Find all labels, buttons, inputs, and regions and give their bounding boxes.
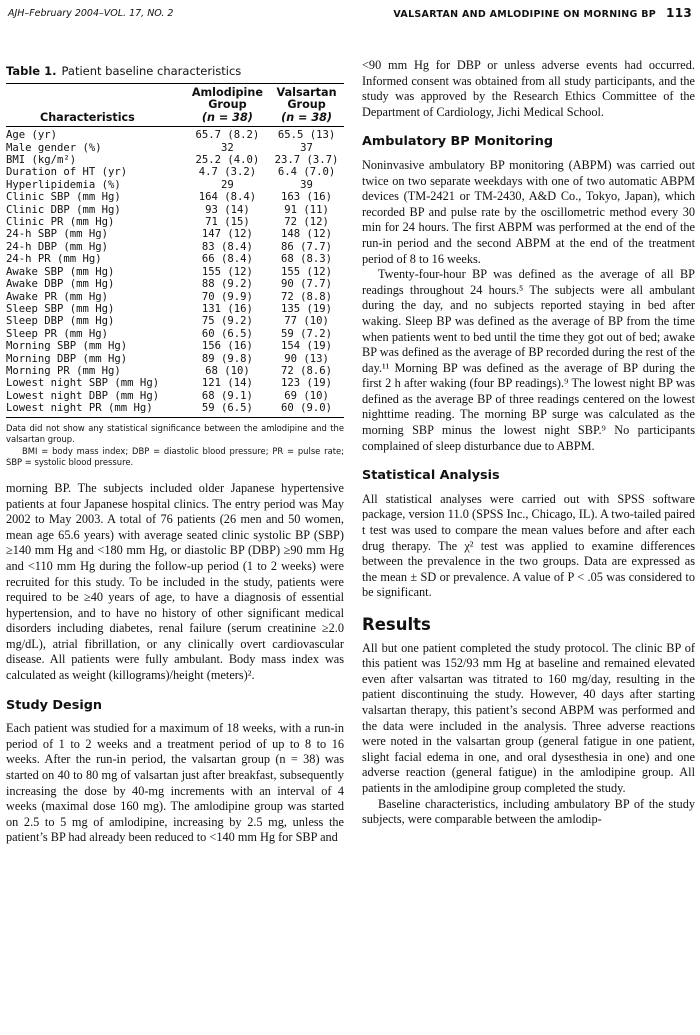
row-label: Lowest night SBP (mm Hg) [6, 377, 160, 390]
baseline-table [6, 84, 344, 418]
table-row [6, 353, 344, 365]
table-row [6, 315, 344, 327]
row-label: Clinic DBP (mm Hg) [6, 203, 121, 216]
running-header [8, 6, 692, 22]
valsartan-value: 154 (19) [281, 340, 333, 353]
valsartan-value: 91 (11) [284, 203, 329, 216]
table-row [6, 402, 344, 417]
table-row [6, 253, 344, 265]
amlodipine-value: 4.7 (3.2) [198, 166, 257, 179]
valsartan-value: 69 (10) [284, 389, 329, 402]
left-body-text [6, 481, 344, 846]
valsartan-value: 39 [300, 178, 313, 191]
left-paragraph-2: Each patient was studied for a maximum of 18 weeks, with a run-in period of 1 to 2 weeks and a treatment period of up to 8 to 16 weeks. After the run-in period, the valsartan group (n = 38) was started on 40 to 80 mg of valsartan just after breakfast, subsequently increasing the dose by 40-mg increments with an interval of 4 weeks (maximal dose 160 mg). The amlodipine group was started on 2.5 to 5 mg of amlodipine, increasing by 2.5 mg, unless the patient’s BP had already been reduced to <140 mm Hg for SBP and [6, 721, 344, 845]
amlodipine-value: 156 (16) [201, 340, 253, 353]
valsartan-value: 163 (16) [281, 191, 333, 204]
amlodipine-value: 65.7 (8.2) [195, 129, 260, 142]
valsartan-value: 148 (12) [281, 228, 333, 241]
row-label: Sleep PR (mm Hg) [6, 327, 109, 340]
header-valsartan [269, 84, 344, 127]
row-label: 24-h DBP (mm Hg) [6, 240, 109, 253]
right-column [362, 58, 695, 828]
amlodipine-value: 32 [221, 141, 234, 154]
table-header-row [6, 84, 344, 127]
row-label: Morning DBP (mm Hg) [6, 352, 128, 365]
header-valsartan-l1: Valsartan [276, 86, 337, 99]
amlodipine-value: 59 (6.5) [186, 402, 269, 417]
row-label: Lowest night PR (mm Hg) [6, 402, 186, 417]
amlodipine-value: 164 (8.4) [198, 191, 257, 204]
left-paragraph-1: morning BP. The subjects included older Japanese hypertensive patients at four Japanese hospital clinics. The entry period was May 2002 to May 2003. A total of 76 patients (26 men and 50 women, mean age 65.6 years) with average seated clinic systolic BP (SBP) ≥140 mm Hg and <180 mm Hg, or diastolic BP (DBP) ≥90 mm Hg and <110 mm Hg during the follow-up period (1 to 2 weeks) were recruited for this study. To be included in the study, patients were required to be ≥40 years of age, to have a diagnosis of essential hypertension, and to have no history of other significant medical disorders including diabetes, renal failure (serum creatinine ≥2.0 mg/dL), atrial fibrillation, or any clinically overt cardiovascular disease. All patients were fully ambulant. Body mass index was calculated as weight (killograms)/height (meters)². [6, 480, 344, 683]
valsartan-value: 72 (12) [284, 216, 329, 229]
row-label: Sleep DBP (mm Hg) [6, 315, 115, 328]
right-paragraph-2: Noninvasive ambulatory BP monitoring (ABPM) was carried out twice on two separate weekdays with one of two automatic ABPM devices (TM-2421 or TM-2430, A&D Co., Tokyo, Japan), which recorded BP and pulse rate by the oscillometric method every 30 min for 24 hours. The first ABPM was performed at the end of the run-in period and the second ABPM at the end of the treatment period of 8 to 16 weeks. [362, 157, 695, 266]
row-label: Awake PR (mm Hg) [6, 290, 109, 303]
table-row [6, 303, 344, 315]
table-row [6, 278, 344, 290]
page-number: 113 [666, 6, 692, 20]
table-row [6, 241, 344, 253]
row-label: Awake SBP (mm Hg) [6, 265, 115, 278]
amlodipine-value: 68 (9.1) [201, 389, 253, 402]
header-valsartan-n: (n = 38) [281, 110, 333, 124]
header-amlodipine-l1: Amlodipine [191, 86, 263, 99]
amlodipine-value: 60 (6.5) [201, 327, 253, 340]
valsartan-value: 37 [300, 141, 313, 154]
valsartan-value: 6.4 (7.0) [277, 166, 336, 179]
valsartan-value: 65.5 (13) [277, 129, 336, 142]
right-paragraph-6: Baseline characteristics, including ambulatory BP of the study subjects, were comparable between the amlodip- [362, 796, 695, 827]
valsartan-value: 59 (7.2) [281, 327, 333, 340]
valsartan-value: 90 (13) [284, 352, 329, 365]
valsartan-value: 135 (19) [281, 302, 333, 315]
amlodipine-value: 88 (9.2) [201, 278, 253, 291]
row-label: Age (yr) [6, 129, 58, 142]
amlodipine-value: 66 (8.4) [201, 253, 253, 266]
table-row [6, 377, 344, 389]
valsartan-value: 77 (10) [284, 315, 329, 328]
row-label: 24-h PR (mm Hg) [6, 253, 102, 266]
header-amlodipine [186, 84, 269, 127]
table-row [6, 365, 344, 377]
table-label: Table 1. [6, 64, 57, 78]
table-row [6, 291, 344, 303]
row-label: BMI (kg/m²) [6, 154, 77, 167]
journal-citation: AJH–February 2004–VOL. 17, NO. 2 [8, 8, 174, 19]
table-footnotes [6, 423, 344, 469]
valsartan-value: 72 (8.8) [281, 290, 333, 303]
valsartan-value: 90 (7.7) [281, 278, 333, 291]
amlodipine-value: 131 (16) [201, 302, 253, 315]
right-body-text [362, 58, 695, 828]
amlodipine-value: 29 [221, 178, 234, 191]
right-paragraph-3: Twenty-four-hour BP was defined as the average of all BP readings throughout 24 hours.⁵ The subjects were all ambulant during the day, and no subjects reported staying in bed after waking. Sleep BP was defined as the average of BP from the time when patients went to bed until the time they got out of bed; awake BP was defined as the average of BP recorded during the rest of the day.¹¹ Morning BP was defined as the average of BP during the first 2 h after waking (four BP readings).⁹ The lowest night BP was defined as the average BP of three readings centered on the lowest nighttime reading. The morning BP surge was calculated as the morning SBP minus the lowest night SBP.⁹ No participants complained of sleep disturbance due to ABPM. [362, 267, 695, 453]
table-caption [6, 62, 344, 84]
left-column [6, 62, 344, 846]
row-label: Morning SBP (mm Hg) [6, 340, 128, 353]
table-row [6, 166, 344, 178]
row-label: 24-h SBP (mm Hg) [6, 228, 109, 241]
amlodipine-value: 25.2 (4.0) [195, 154, 260, 167]
valsartan-value: 72 (8.6) [281, 364, 333, 377]
header-valsartan-l2: Group [287, 98, 326, 112]
amlodipine-value: 70 (9.9) [201, 290, 253, 303]
table-row [6, 154, 344, 166]
amlodipine-value: 121 (14) [201, 377, 253, 390]
header-characteristics: Characteristics [6, 84, 186, 127]
right-paragraph-4: All statistical analyses were carried out with SPSS software package, version 11.0 (SPSS Inc., Chicago, IL). A two-tailed paired t test was used to compare the mean values before and after each drug therapy. The χ² test was applied to examine differences between the prevalence in the two groups. Data are expressed as the mean ± SD or prevalence. A value of P < .05 was considered to be significant. [362, 491, 695, 600]
amlodipine-value: 68 (10) [205, 364, 250, 377]
amlodipine-value: 155 (12) [201, 265, 253, 278]
heading-abpm: Ambulatory BP Monitoring [362, 134, 554, 150]
amlodipine-value: 71 (15) [205, 216, 250, 229]
table-row [6, 390, 344, 402]
right-paragraph-5: All but one patient completed the study protocol. The clinic BP of this patient was 152/93 mm Hg at baseline and remained elevated even after valsartan was titrated to 160 mg/day, resulting in the patient discontinuing the study. However, 40 days after starting valsartan therapy, this patient’s second ABPM was performed and the data were included in the analysis. Three adverse reactions were noted in the valsartan group (general fatigue in one patient, slight facial edema in one, and oral dysesthesia in one) and one adverse reaction (general fatigue) in the amlodipine group. All patients in the amlodipine group completed the study. [362, 640, 695, 795]
table-row [6, 216, 344, 228]
table-row [6, 340, 344, 352]
table-row [6, 191, 344, 203]
valsartan-value: 86 (7.7) [281, 240, 333, 253]
valsartan-value: 60 (9.0) [269, 402, 344, 417]
valsartan-value: 68 (8.3) [281, 253, 333, 266]
table-note-1: Data did not show any statistical significance between the amlodipine and the valsartan group. [6, 422, 344, 445]
valsartan-value: 23.7 (3.7) [274, 154, 339, 167]
table-note-2: BMI = body mass index; DBP = diastolic blood pressure; PR = pulse rate; SBP = systolic blood pressure. [6, 445, 344, 468]
header-amlodipine-n: (n = 38) [201, 110, 253, 124]
row-label: Male gender (%) [6, 141, 102, 154]
running-title-block [393, 6, 692, 20]
row-label: Hyperlipidemia (%) [6, 178, 121, 191]
amlodipine-value: 93 (14) [205, 203, 250, 216]
table-row [6, 228, 344, 240]
table-row [6, 204, 344, 216]
valsartan-value: 123 (19) [281, 377, 333, 390]
amlodipine-value: 75 (9.2) [201, 315, 253, 328]
table-row [6, 142, 344, 154]
running-title: VALSARTAN AND AMLODIPINE ON MORNING BP [393, 9, 657, 20]
table-caption-text: Patient baseline characteristics [61, 64, 242, 78]
table-row [6, 127, 344, 142]
valsartan-value: 155 (12) [281, 265, 333, 278]
heading-results: Results [362, 615, 431, 634]
row-label: Sleep SBP (mm Hg) [6, 302, 115, 315]
heading-statistical-analysis: Statistical Analysis [362, 468, 500, 484]
amlodipine-value: 147 (12) [201, 228, 253, 241]
row-label: Duration of HT (yr) [6, 166, 128, 179]
row-label: Awake DBP (mm Hg) [6, 278, 115, 291]
header-amlodipine-l2: Group [208, 98, 247, 112]
row-label: Morning PR (mm Hg) [6, 364, 121, 377]
table-row [6, 266, 344, 278]
table-body [6, 127, 344, 417]
heading-study-design: Study Design [6, 697, 102, 713]
amlodipine-value: 83 (8.4) [201, 240, 253, 253]
table-row [6, 179, 344, 191]
table-row [6, 328, 344, 340]
row-label: Lowest night DBP (mm Hg) [6, 389, 160, 402]
amlodipine-value: 89 (9.8) [201, 352, 253, 365]
right-paragraph-1: <90 mm Hg for DBP or unless adverse events had occurred. Informed consent was obtained from all study participants, and the study was approved by the Research Ethics Committee of the Department of Cardiology, Jichi Medical School. [362, 58, 695, 119]
row-label: Clinic SBP (mm Hg) [6, 191, 121, 204]
row-label: Clinic PR (mm Hg) [6, 216, 115, 229]
